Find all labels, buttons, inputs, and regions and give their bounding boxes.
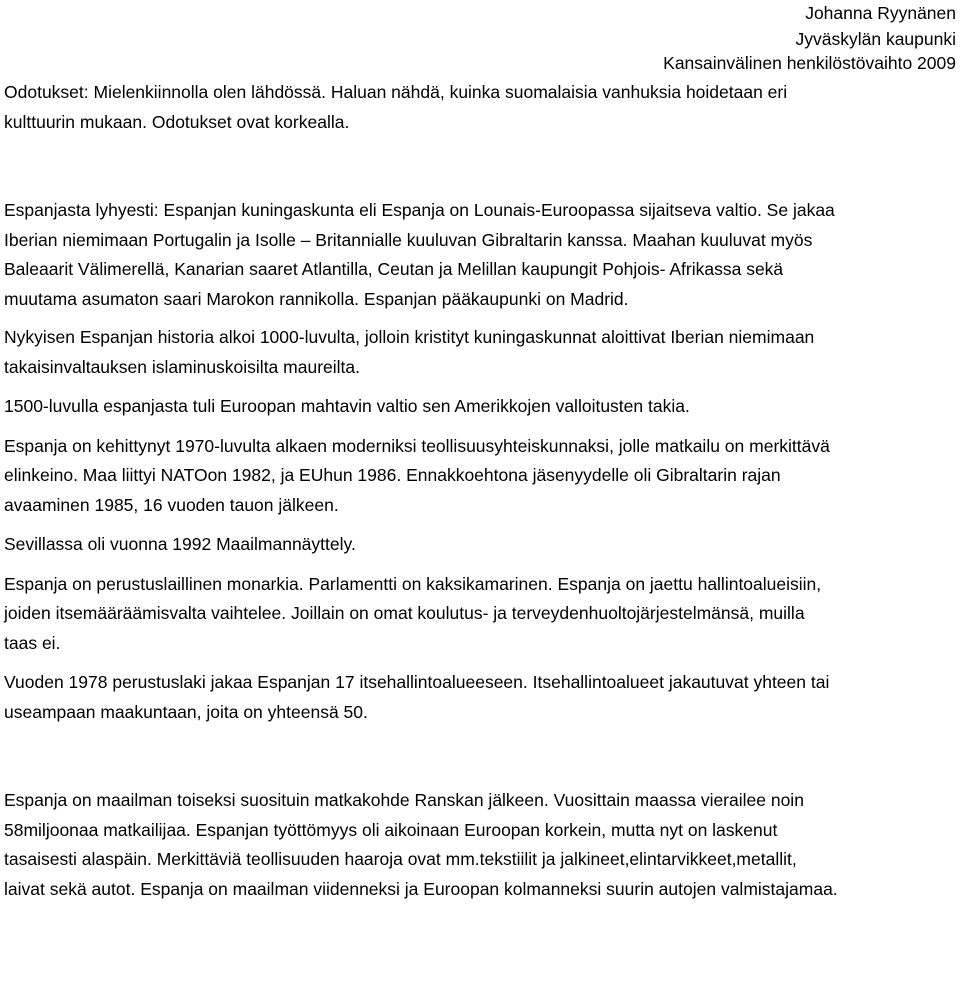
text-line: joiden itsemääräämisvalta vaihtelee. Joillain on omat koulutus- ja terveydenhuoltojärjestelmänsä, muilla	[4, 603, 805, 623]
program-name: Kansainvälinen henkilöstövaihto 2009	[663, 53, 956, 73]
text-line: elinkeino. Maa liittyi NATOon 1982, ja EUhun 1986. Ennakkoehtona jäsenyydelle oli Gibraltarin rajan	[4, 465, 781, 485]
text-line: laivat sekä autot. Espanja on maailman viidenneksi ja Euroopan kolmanneksi suurin autojen valmistajamaa.	[4, 878, 838, 899]
paragraph-constitution	[4, 668, 956, 727]
document-body	[4, 78, 956, 904]
text-line: Espanja on maailman toiseksi suosituin matkakohde Ranskan jälkeen. Vuosittain maassa vierailee noin	[4, 790, 804, 810]
text-line: kulttuurin mukaan. Odotukset ovat korkealla.	[4, 111, 350, 132]
text-line: takaisinvaltauksen islaminuskoisilta maureilta.	[4, 356, 360, 377]
text-line: 1500-luvulla espanjasta tuli Euroopan mahtavin valtio sen Amerikkojen valloitusten takia.	[4, 396, 690, 416]
paragraph-spain-overview	[4, 196, 956, 314]
paragraph-expectations	[4, 78, 956, 137]
text-line: useampaan maakuntaan, joita on yhteensä 50.	[4, 701, 368, 722]
paragraph-modernization	[4, 432, 956, 521]
text-line: Espanja on perustuslaillinen monarkia. Parlamentti on kaksikamarinen. Espanja on jaettu hallintoalueisiin,	[4, 573, 822, 594]
text-line: Baleaarit Välimerellä, Kanarian saaret Atlantilla, Ceutan ja Melillan kaupungit Pohjois- Afrikassa sekä	[4, 259, 784, 279]
author-name: Johanna Ryynänen	[805, 3, 956, 23]
text-line: Iberian niemimaan Portugalin ja Isolle – Britannialle kuuluvan Gibraltarin kanssa. Maahan kuuluvat myös	[4, 229, 813, 250]
paragraph-tourism-economy	[4, 786, 956, 904]
text-line: 58miljoonaa matkailijaa. Espanjan työttömyys oli aikoinaan Euroopan korkein, mutta nyt on laskenut	[4, 819, 778, 840]
city-name: Jyväskylän kaupunki	[795, 29, 956, 49]
text-line: avaaminen 1985, 16 vuoden tauon jälkeen.	[4, 494, 339, 515]
text-line: Odotukset: Mielenkiinnolla olen lähdössä. Haluan nähdä, kuinka suomalaisia vanhuksia hoidetaan eri	[4, 82, 788, 102]
text-line: tasaisesti alaspäin. Merkittäviä teollisuuden haaroja ovat mm.tekstiilit ja jalkineet,elintarvikkeet,metallit,	[4, 849, 797, 869]
text-line: Vuoden 1978 perustuslaki jakaa Espanjan 17 itsehallintoalueeseen. Itsehallintoalueet jakautuvat yhteen tai	[4, 672, 830, 692]
document-header	[663, 0, 956, 74]
text-line: Espanja on kehittynyt 1970-luvulta alkaen moderniksi teollisuusyhteiskunnaksi, jolle matkailu on merkittävä	[4, 435, 830, 456]
paragraph-1500s	[4, 392, 956, 422]
text-line: Espanjasta lyhyesti: Espanjan kuningaskunta eli Espanja on Lounais-Euroopassa sijaitseva valtio. Se jakaa	[4, 200, 835, 220]
paragraph-history	[4, 323, 956, 382]
text-line: taas ei.	[4, 632, 61, 653]
paragraph-monarchy	[4, 570, 956, 659]
text-line: Nykyisen Espanjan historia alkoi 1000-luvulta, jolloin kristityt kuningaskunnat aloittivat Iberian niemimaan	[4, 327, 815, 347]
text-line: Sevillassa oli vuonna 1992 Maailmannäyttely.	[4, 534, 356, 554]
paragraph-seville	[4, 530, 956, 560]
text-line: muutama asumaton saari Marokon rannikolla. Espanjan pääkaupunki on Madrid.	[4, 288, 629, 309]
